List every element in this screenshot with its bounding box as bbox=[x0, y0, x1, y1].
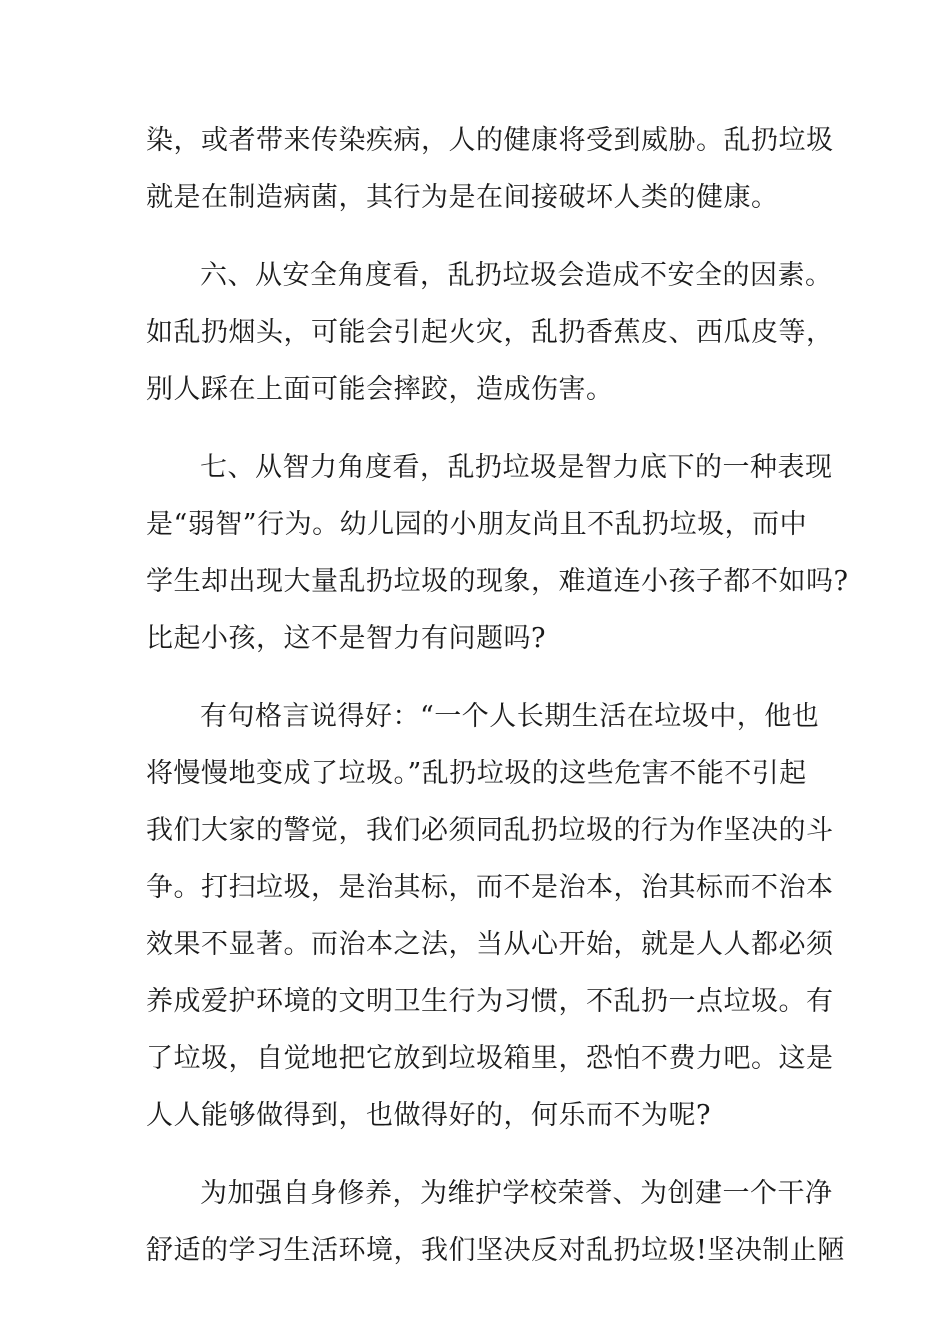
text-line: 养成爱护环境的文明卫生行为习惯，不乱扔一点垃圾。有 bbox=[146, 986, 834, 1017]
text-line: 为加强自身修养，为维护学校荣誉、为创建一个干净 bbox=[200, 1178, 833, 1209]
text-line: 是“弱智”行为。幼儿园的小朋友尚且不乱扔垃圾，而中 bbox=[146, 509, 808, 540]
paragraph bbox=[146, 112, 834, 226]
text-line: 七、从智力角度看，乱扔垃圾是智力底下的一种表现 bbox=[200, 452, 833, 483]
text-line: 人人能够做得到，也做得好的，何乐而不为呢? bbox=[146, 1100, 711, 1131]
body-text bbox=[146, 112, 849, 1279]
text-line: 学生却出现大量乱扔垃圾的现象，难道连小孩子都不如吗? bbox=[146, 566, 849, 597]
text-line: 将慢慢地变成了垃圾。”乱扔垃圾的这些危害不能不引起 bbox=[146, 758, 807, 789]
text-line: 染，或者带来传染疾病，人的健康将受到威胁。乱扔垃圾 bbox=[146, 125, 834, 156]
text-line: 我们大家的警觉，我们必须同乱扔垃圾的行为作坚决的斗 bbox=[146, 815, 834, 846]
text-line: 有句格言说得好：“一个人长期生活在垃圾中，他也 bbox=[200, 701, 820, 732]
paragraph bbox=[146, 439, 849, 667]
text-line: 争。打扫垃圾，是治其标，而不是治本，治其标而不治本 bbox=[146, 872, 834, 903]
text-line: 了垃圾，自觉地把它放到垃圾箱里，恐怕不费力吧。这是 bbox=[146, 1043, 834, 1074]
text-line: 就是在制造病菌，其行为是在间接破坏人类的健康。 bbox=[146, 182, 779, 213]
text-line: 舒适的学习生活环境，我们坚决反对乱扔垃圾!坚决制止陋 bbox=[146, 1235, 845, 1266]
text-line: 比起小孩，这不是智力有问题吗? bbox=[146, 623, 546, 654]
text-line: 如乱扔烟头，可能会引起火灾，乱扔香蕉皮、西瓜皮等， bbox=[146, 317, 834, 348]
paragraph bbox=[146, 247, 834, 418]
paragraph bbox=[146, 688, 834, 1144]
text-line: 效果不显著。而治本之法，当从心开始，就是人人都必须 bbox=[146, 929, 834, 960]
text-line: 别人踩在上面可能会摔跤，造成伤害。 bbox=[146, 374, 614, 405]
text-line: 六、从安全角度看，乱扔垃圾会造成不安全的因素。 bbox=[200, 260, 833, 291]
paragraph bbox=[146, 1165, 845, 1279]
